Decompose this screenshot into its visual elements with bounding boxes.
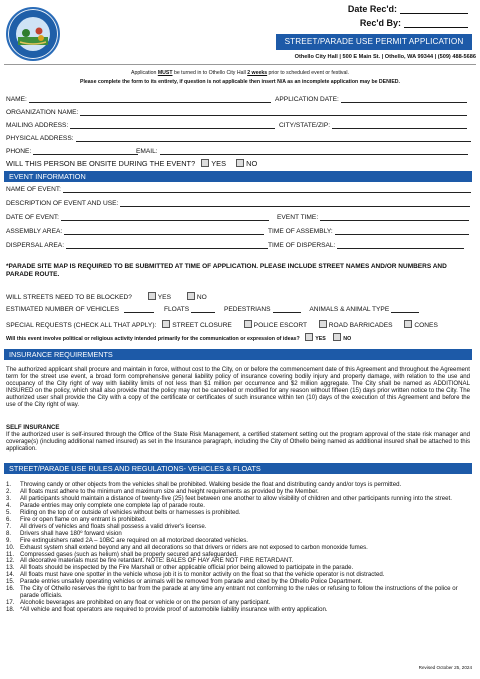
rule-text: Riding on the top of or outside of vehicles without belts or harnesses is prohibited. [20,508,241,516]
rule-text: All participants should maintain a distance of twenty-five (25) feet between one another to allow visibility of children and other participants running into the street. [20,494,452,502]
mailing-address-label: MAILING ADDRESS: [6,122,69,129]
rule-item [6,586,466,600]
rule-number: 6. [6,515,12,523]
rule-number: 7. [6,522,12,530]
rule-number: 1. [6,481,12,488]
rule-number: 9. [6,536,12,544]
revised-date: Revised October 25, 2024 [418,665,472,670]
pedestrians-count-field[interactable] [273,306,301,313]
mailing-address-field[interactable] [6,122,275,129]
estimated-vehicles-label: ESTIMATED NUMBER OF VEHICLES [6,306,120,313]
assembly-area-field[interactable] [6,228,264,235]
event-date-field[interactable] [6,214,269,221]
rule-text: The City of Othello reserves the right to bar from the parade at any time any entrant not conforming to the rules or refusing to follow the instructions of the police or parade officials. [20,585,458,600]
email-field[interactable] [136,148,468,155]
rules-list [6,482,466,614]
rule-text: Alcoholic beverages are prohibited on any float or vehicle or on the person of any participant. [20,599,271,607]
event-description-label: DESCRIPTION OF EVENT AND USE: [6,200,119,207]
special-requests-label: SPECIAL REQUESTS (CHECK ALL THAT APPLY): [6,322,157,329]
rules-regulations-header: STREET/PARADE USE RULES AND REGULATIONS- VEHICLES & FLOATS [4,463,472,474]
rule-number: 14. [6,571,15,579]
police-escort-label: POLICE ESCORT [253,322,307,329]
rule-text: Parade entries unsafely operating vehicles or animals will be removed from parade and cited by the Othello Police Department. [20,578,363,586]
onsite-question-text: WILL THIS PERSON BE ONSITE DURING THE EVENT? [6,159,196,168]
application-date-label: APPLICATION DATE: [275,96,339,103]
completion-note: Please complete the form to its entirety, if question is not applicable then insert N/A as an incomplete application may be DENIED. [80,79,400,85]
rule-text: All drivers of vehicles and floats shall possess a valid driver's license. [20,522,207,530]
rule-number: 18. [6,606,15,614]
phone-label: PHONE: [6,148,32,155]
form-title-banner: STREET/PARADE USE PERMIT APPLICATION [276,34,472,50]
rule-number: 4. [6,501,12,509]
political-activity-row [6,333,351,342]
header-divider [4,64,476,65]
name-label: NAME: [6,96,27,103]
political-no-label: NO [343,336,352,342]
rule-text: Exhaust system shall extend beyond any and all decorations so that drivers or riders are not exposed to carbon monoxide fumes. [20,543,368,551]
dispersal-area-field[interactable] [6,242,268,249]
rule-number: 16. [6,585,15,593]
rule-text: Compressed gases (such as helium) shall be properly secured and safeguarded. [20,550,238,558]
assembly-area-label: ASSEMBLY AREA: [6,228,63,235]
streets-blocked-no-checkbox[interactable] [187,292,195,300]
onsite-no-label: NO [246,159,258,168]
cones-checkbox[interactable] [404,320,412,328]
estimated-vehicles-row [6,306,419,313]
floats-count-field[interactable] [191,306,215,313]
rule-number: 15. [6,578,15,586]
city-state-zip-field[interactable] [279,122,467,129]
rule-number: 10. [6,543,15,551]
date-received-field[interactable] [348,4,468,14]
rule-text: Throwing candy or other objects from the vehicles shall be prohibited. Walking beside the float and distributing candy and/or toys is permitted. [20,481,402,488]
rule-text: All floats must adhere to the minimum and maximum size and height requirements as provided by the Member. [20,487,319,495]
event-name-field[interactable] [6,186,471,193]
assembly-time-label: TIME OF ASSEMBLY: [268,228,333,235]
floats-label: FLOATS [163,306,190,313]
streets-blocked-question [6,292,207,301]
street-closure-label: STREET CLOSURE [172,322,232,329]
event-name-label: NAME OF EVENT: [6,186,61,193]
road-barricades-label: ROAD BARRICADES [328,322,393,329]
rule-text: *All vehicle and float operators are required to provide proof of automobile liability insurance with entry application. [20,606,328,614]
rule-number: 2. [6,487,12,495]
rule-text: All floats must have one spotter in the vehicle whose job it is to monitor activity on the float so that the vehicle operator is not distracted. [20,571,385,579]
site-map-requirement: *PARADE SITE MAP IS REQUIRED TO BE SUBMITTED AT TIME OF APPLICATION. PLEASE INCLUDE STREET NAMES AND/OR NUMBERS AND PARADE ROUTE. [6,263,447,278]
dispersal-area-label: DISPERSAL AREA: [6,242,65,249]
insurance-requirements-header: INSURANCE REQUIREMENTS [4,349,472,360]
contact-info: Othello City Hall | 500 E Main St. | Othello, WA 99344 | (509) 488-5686 [294,54,476,60]
organization-name-field[interactable] [6,109,467,116]
rule-item [6,607,466,614]
animals-label: ANIMALS & ANIMAL TYPE [309,306,390,313]
special-requests-row [6,320,438,329]
physical-address-field[interactable] [6,135,471,142]
dispersal-time-field[interactable] [268,242,464,249]
street-closure-checkbox[interactable] [162,320,170,328]
received-by-label: Rec'd By: [359,18,401,28]
rule-text: Parade entries may only complete one complete lap of parade route. [20,501,205,509]
streets-blocked-yes-checkbox[interactable] [148,292,156,300]
rule-text: Fire extinguishers rated 2A – 10BC are required on all motorized decorated vehicles. [20,536,248,544]
received-by-field[interactable] [360,18,468,28]
event-date-label: DATE OF EVENT: [6,214,59,221]
onsite-question [6,159,257,168]
event-description-field[interactable] [6,200,470,207]
city-state-zip-label: CITY/STATE/ZIP: [279,122,331,129]
event-time-field[interactable] [277,214,469,221]
streets-blocked-no-label: NO [196,294,207,301]
rule-number: 17. [6,599,15,607]
police-escort-checkbox[interactable] [244,320,252,328]
insurance-paragraph: The authorized applicant shall procure and maintain in force, without cost to the City, on or before the commencement date of this Agreement and throughout the Agreement term for the street use event, a broad form comprehensive general liability policy of insurance covering bodily injury and property damage, with relation to the use and occupancy of the City right of way with liability limits of not less than $1 million per occurrence and $2 million aggregate. The City shall be named as ADDITIONAL INSURED on the policy, which shall also provide that the policy may not be cancelled or modified for any reason without fifteen (15) days prior written notice to the City. The authorized user shall provide the City with a copy of the certificate or certificates of such insurance within ten (10) days of the execution of this Agreement and before the use of the City right of way. [6,366,470,408]
assembly-time-field[interactable] [268,228,469,235]
physical-address-label: PHYSICAL ADDRESS: [6,135,74,142]
rule-number: 5. [6,508,12,516]
rule-text: All decorative materials must be fire retardant. NOTE: BALES OF HAY ARE NOT FIRE RETARDANT. [20,557,294,565]
dispersal-time-label: TIME OF DISPERSAL: [268,242,336,249]
rule-number: 8. [6,529,12,537]
self-insurance-paragraph: If the authorized user is self-insured through the Office of the State Risk Management, a certified statement setting out the program approval of the state risk manager and coverage(s) (including additional named insured) as set in the Insurance paragraph, including the City of Othello being named as additional insured shall be attached to this application. [6,431,470,452]
rule-number: 12. [6,557,15,565]
event-time-label: EVENT TIME: [277,214,319,221]
name-field[interactable] [6,96,271,103]
political-question-text: Will this event involve political or religious activity intended primarily for the communication or expression of ideas? [6,336,300,342]
date-received-label: Date Rec'd: [347,4,397,14]
cones-label: CONES [414,322,438,329]
onsite-yes-label: YES [211,159,227,168]
rule-text: All floats should be inspected by the Fire Marshall or other applicable official prior being allowed to participate in the parade. [20,564,354,572]
rule-text: Fire or open flame on any entrant is prohibited. [20,515,147,523]
streets-blocked-text: WILL STREETS NEED TO BE BLOCKED? [6,294,132,301]
email-label: EMAIL: [136,148,158,155]
submission-note: Application MUST be turned in to Othello City Hall 2 weeks prior to scheduled event or festival. [130,70,349,76]
rule-number: 3. [6,494,12,502]
onsite-yes-checkbox[interactable] [201,159,209,167]
self-insurance-title: SELF INSURANCE [6,424,60,431]
event-information-header: EVENT INFORMATION [4,171,472,182]
application-date-field[interactable] [275,96,467,103]
vehicles-count-field[interactable] [124,306,154,313]
rule-number: 11. [6,550,15,558]
rule-number: 13. [6,564,15,572]
political-yes-checkbox[interactable] [305,333,313,341]
organization-name-label: ORGANIZATION NAME: [6,109,79,116]
political-no-checkbox[interactable] [333,333,341,341]
city-seal-logo [6,7,60,61]
animals-field[interactable] [391,306,419,313]
phone-field[interactable] [6,148,138,155]
road-barricades-checkbox[interactable] [319,320,327,328]
onsite-no-checkbox[interactable] [236,159,244,167]
political-yes-label: YES [315,336,326,342]
rule-text: Drivers shall have 180º forward vision [20,529,122,537]
pedestrians-label: PEDESTRIANS [223,306,271,313]
streets-blocked-yes-label: YES [157,294,171,301]
